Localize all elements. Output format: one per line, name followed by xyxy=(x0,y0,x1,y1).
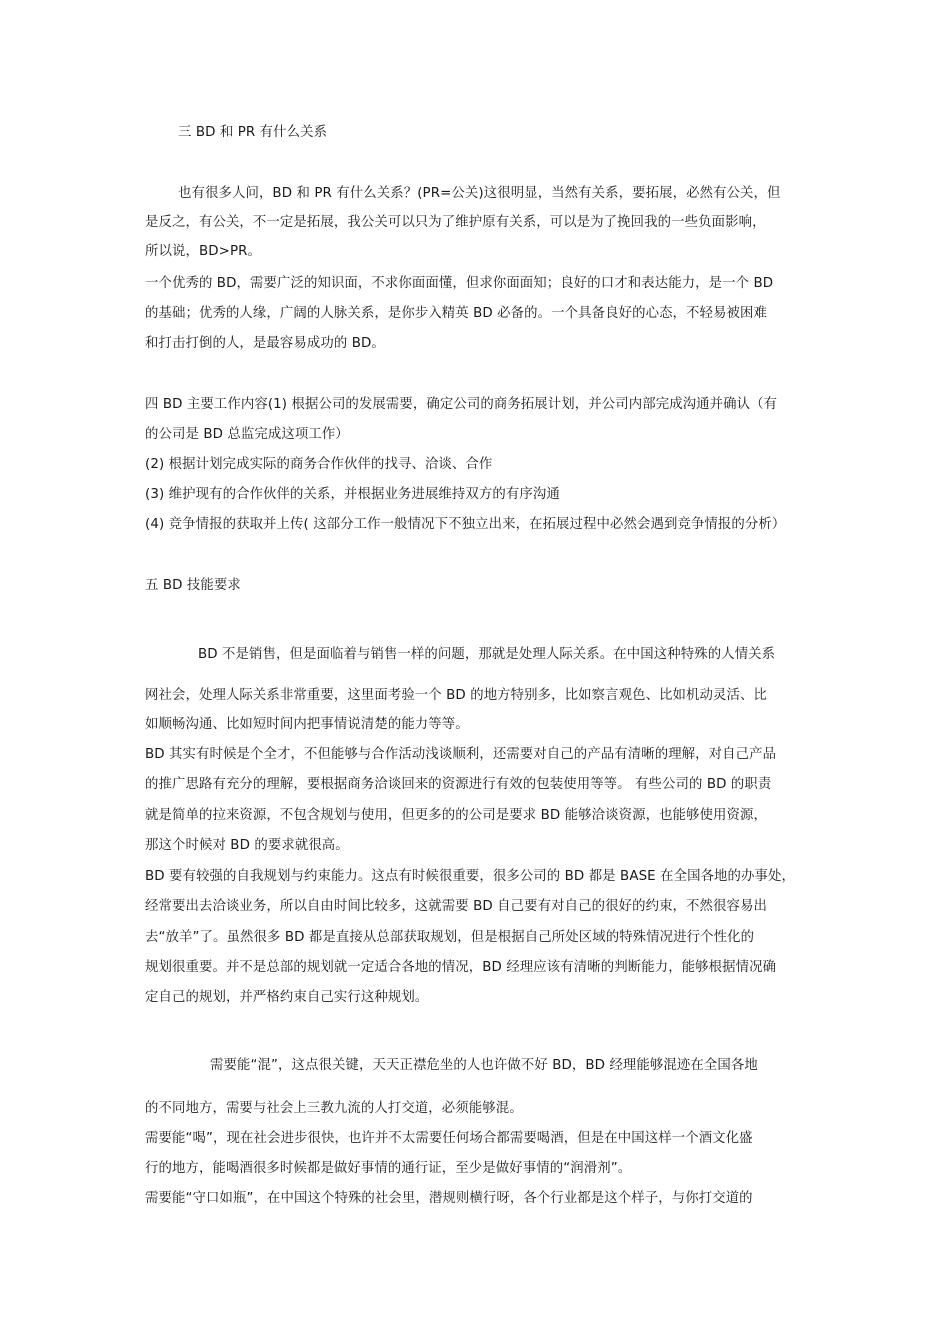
section-3-p1-line-3: 所以说，BD>PR。 xyxy=(145,244,262,259)
section-4-line-5: (4) 竞争情报的获取并上传( 这部分工作一般情况下不独立出来，在拓展过程中必然会遇到竞争情报的分析） xyxy=(145,517,786,532)
section-5-p5-line-1: 需要能“喝”，现在社会进步很快，也许并不太需要任何场合都需要喝酒，但是在中国这样一个酒文化盛 xyxy=(145,1131,753,1146)
section-4-line-3: (2) 根据计划完成实际的商务合作伙伴的找寻、洽谈、合作 xyxy=(145,457,493,472)
section-5-p3-line-3: 去“放羊”了。虽然很多 BD 都是直接从总部获取规划，但是根据自己所处区域的特殊情况进行个性化的 xyxy=(145,930,755,945)
section-5-p3-line-5: 定自己的规划，并严格约束自己实行这种规划。 xyxy=(145,990,429,1005)
section-5-p2-line-4: 那这个时候对 BD 的要求就很高。 xyxy=(145,838,349,853)
section-3-p1-line-1: 也有很多人问，BD 和 PR 有什么关系？(PR=公关)这很明显，当然有关系，要拓展，必然有公关，但 xyxy=(178,186,781,201)
section-4-line-1: 四 BD 主要工作内容(1) 根据公司的发展需要，确定公司的商务拓展计划，并公司内部完成沟通并确认（有 xyxy=(145,397,778,412)
section-3-p1-line-2: 是反之，有公关，不一定是拓展，我公关可以只为了维护原有关系，可以是为了挽回我的一些负面影响， xyxy=(145,215,766,230)
section-3-heading: 三 BD 和 PR 有什么关系 xyxy=(178,125,328,140)
section-5-p6-line-1: 需要能“守口如瓶”，在中国这个特殊的社会里，潜规则横行呀，各个行业都是这个样子，与你打交道的 xyxy=(145,1191,753,1206)
section-5-p2-line-3: 就是简单的拉来资源，不包含规划与使用，但更多的的公司是要求 BD 能够洽谈资源，也能够使用资源， xyxy=(145,808,767,823)
section-4-line-4: (3) 维护现有的合作伙伴的关系，并根据业务进展维持双方的有序沟通 xyxy=(145,487,560,502)
section-5-p1-line-2: 网社会，处理人际关系非常重要，这里面考验一个 BD 的地方特别多，比如察言观色、比如机动灵活、比 xyxy=(145,688,767,703)
section-3-p2-line-1: 一个优秀的 BD，需要广泛的知识面，不求你面面懂，但求你面面知；良好的口才和表达能力，是一个 BD xyxy=(145,276,774,291)
section-4-line-2: 的公司是 BD 总监完成这项工作） xyxy=(145,427,349,442)
section-5-p4-line-1: 需要能“混”，这点很关键，天天正襟危坐的人也许做不好 BD，BD 经理能够混迹在全国各地 xyxy=(210,1058,758,1073)
section-5-p2-line-2: 的推广思路有充分的理解，要根据商务洽谈回来的资源进行有效的包装使用等等。 有些公司的 BD 的职责 xyxy=(145,777,772,792)
section-5-p2-line-1: BD 其实有时候是个全才，不但能够与合作活动浅谈顺利，还需要对自己的产品有清晰的理解，对自己产品 xyxy=(145,747,777,762)
section-5-p1-line-3: 如顺畅沟通、比如短时间内把事情说清楚的能力等等。 xyxy=(145,717,469,732)
section-5-p5-line-2: 行的地方，能喝酒很多时候都是做好事情的通行证，至少是做好事情的“润滑剂”。 xyxy=(145,1161,632,1176)
section-3-p2-line-2: 的基础；优秀的人缘，广阔的人脉关系，是你步入精英 BD 必备的。一个具备良好的心态，不轻易被困难 xyxy=(145,306,767,321)
section-5-p4-line-2: 的不同地方，需要与社会上三教九流的人打交道，必须能够混。 xyxy=(145,1101,523,1116)
section-5-heading: 五 BD 技能要求 xyxy=(145,578,241,593)
section-5-p1-line-1: BD 不是销售，但是面临着与销售一样的问题，那就是处理人际关系。在中国这种特殊的人情关系 xyxy=(198,647,776,662)
section-3-p2-line-3: 和打击打倒的人，是最容易成功的 BD。 xyxy=(145,336,385,351)
section-5-p3-line-2: 经常要出去洽谈业务，所以自由时间比较多，这就需要 BD 自己要有对自己的很好的约束，不然很容易出 xyxy=(145,899,767,914)
section-5-p3-line-1: BD 要有较强的自我规划与约束能力。这点有时候很重要，很多公司的 BD 都是 BASE 在全国各地的办事处， xyxy=(145,869,795,884)
section-5-p3-line-4: 规划很重要。并不是总部的规划就一定适合各地的情况，BD 经理应该有清晰的判断能力，能够根据情况确 xyxy=(145,960,777,975)
